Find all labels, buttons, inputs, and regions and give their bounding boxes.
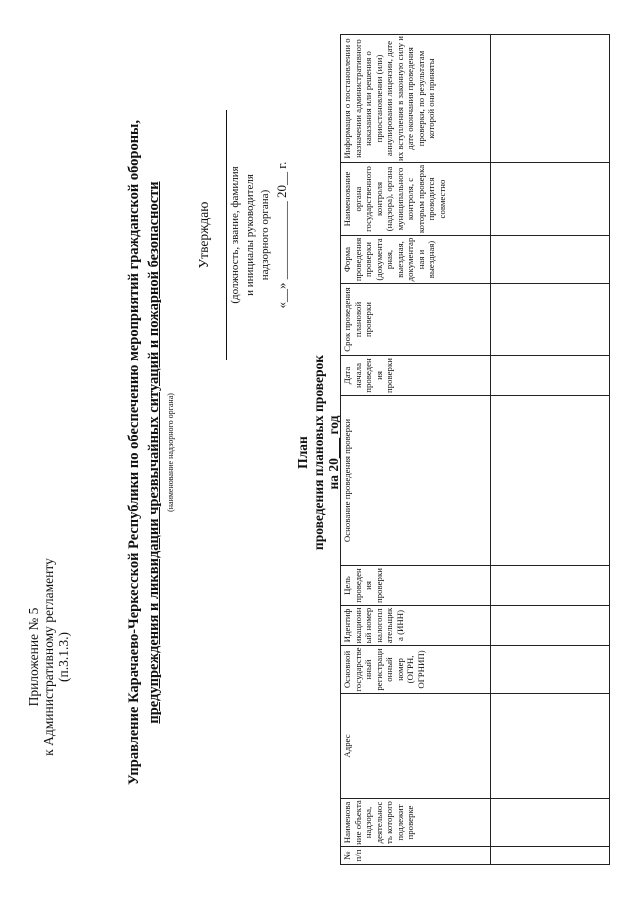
plan-year: на 20___ год: [326, 415, 341, 490]
organization-caption: (наименование надзорного органа): [166, 393, 175, 512]
column-header: Адрес: [341, 694, 491, 799]
organization-name-line-2: предупреждения и ликвидации чрезвычайных ситуаций и пожарной безопасности: [146, 181, 162, 724]
approval-position-note-1: (должность, звание, фамилия: [229, 166, 241, 304]
approval-position-note-3: надзорного органа): [259, 189, 271, 281]
column-header: Наименование объекта надзора, деятельность которого подлежит проверке: [341, 799, 491, 847]
column-header: Идентификационный номер налогоплательщика (ИНН): [341, 606, 491, 646]
column-header: Срок проведения плановой проверки: [341, 284, 491, 356]
appendix-reference: к Административному регламенту: [41, 558, 56, 756]
approval-date: «__» ____________ 20__ г.: [274, 161, 289, 309]
column-header: Наименование органа государственного контроля (надзора), органа муниципального контроля, с которым проверка проводится совместно: [341, 163, 491, 236]
column-header: Цель проведения проверки: [341, 566, 491, 606]
approval-title: Утверждаю: [196, 201, 211, 269]
signature-line: [226, 110, 227, 360]
approval-position-note-2: и инициалы руководителя: [244, 174, 256, 296]
column-header: № п/п: [341, 847, 491, 865]
column-header: Форма проведения проверки (документарная, выездная, документарная и выездная): [341, 236, 491, 284]
column-header: Основной государственный регистрационный номер (ОГРН, ОГРНИП): [341, 646, 491, 694]
appendix-paragraph: (п.3.1.3.): [56, 632, 71, 682]
organization-name-line-1: Управление Карачаево-Черкесской Республики по обеспечению мероприятий гражданской обороны,: [126, 119, 142, 786]
plan-title: План: [295, 436, 310, 469]
plan-title-block: [295, 40, 342, 865]
column-header: Основание проведения проверки: [341, 396, 491, 566]
inspection-plan-table: [340, 34, 610, 865]
plan-subtitle: проведения плановых проверок: [310, 354, 326, 551]
column-header: Дата начала проведения проверки: [341, 356, 491, 396]
appendix-header: [26, 522, 71, 792]
table-header-row: [341, 35, 491, 865]
column-header: Информация о постановлении о назначении административного наказания или решения о приостановлении (или) аннулировании лицензии, дате их вступления в законную силу и дате окончания проведения проверки, по результатам которой они приняты: [341, 35, 491, 163]
approval-block: [196, 100, 290, 370]
appendix-number: Приложение № 5: [26, 607, 41, 707]
table-row: [491, 35, 610, 865]
